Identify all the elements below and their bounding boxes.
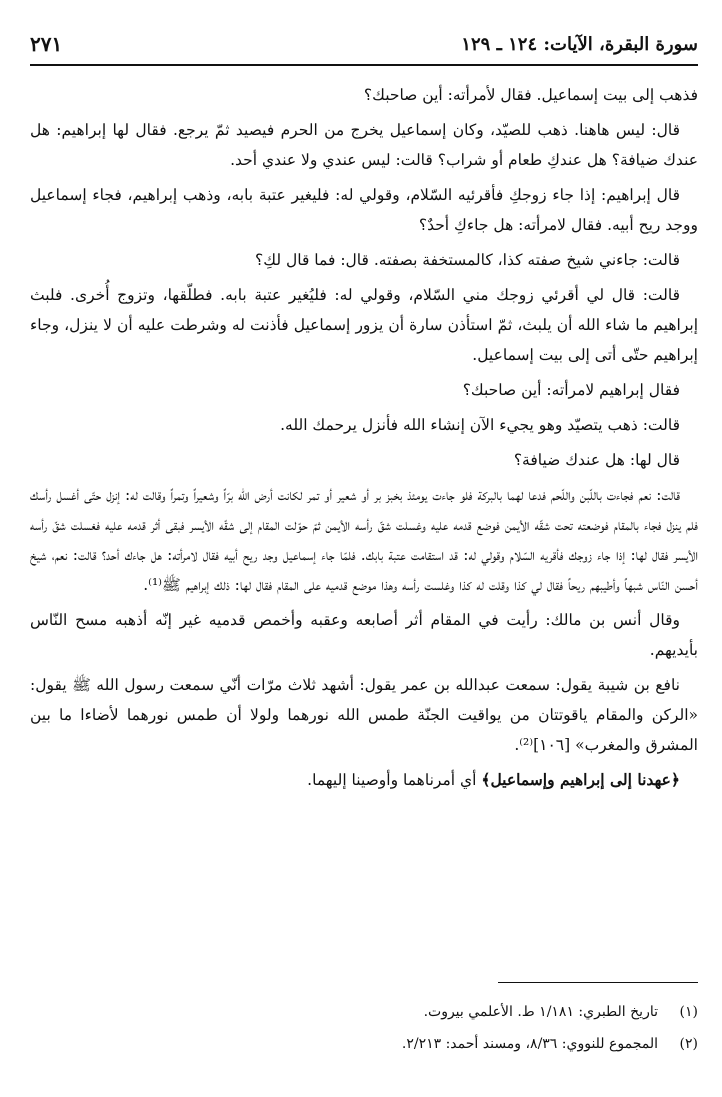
quran-verse: ﴿عهدنا إلى إبراهيم وإسماعيل﴾: [481, 770, 680, 789]
page-header: [30, 30, 698, 66]
footnote: [30, 1033, 698, 1055]
book-page: [30, 0, 698, 1097]
footnote-rule: [498, 982, 698, 983]
paragraph: وقال أنس بن مالك: رأيت في المقام أثر أصابعه وعقبه وأخمص قدميه غير إنّه أذهبه مسح النّاس بأيديهم.: [30, 611, 698, 659]
footnote-text: تاريخ الطبري: ١/١٨١ ط. الأعلمي بيروت.: [423, 1004, 658, 1020]
footnote-number: (١): [679, 1004, 698, 1020]
footnote: [30, 1001, 698, 1023]
paragraph: قال إبراهيم: إذا جاء زوجكِ فأقرئيه السّلام، وقولي له: فليغير عتبة بابه، وذهب إبراهيم، فجاء إسماعيل ووجد ريح أبيه. فقال لامرأته: هل جاءكِ أحدٌ؟: [30, 186, 698, 234]
paragraph: قالت: نعم فجاءت باللّبن واللّحم فدعا لهما بالبركة فلو جاءت يومئذ بخبز بر أو شعير أو تمر لكانت أرض الله برّاً وشعيراً وتمراً وقالت له: إنزل حتّى أغسل رأسك فلم ينزل فجاء بالمقام فوضعته تحت شقّه الأيمن فوضع قدمه عليه وغسلت شقّ رأسه الأيمن ثمّ حوّلت المقام إلى شقّه الأيسر فبقى أثر قدمه عليه فغسلت شقّ رأسه الأيسر فقال لها: إذا جاء زوجك فأقريه السّلام وقولي له: قد استقامت عتبة بابك. فلمّا جاء إسماعيل وجد ريح أبيه فقال لامرأته: هل جاءك أحد؟ قالت: نعم، شيخ أحسن النّاس شبهاً وأطيبهم ريحاً فقال لي كذا وقلت له كذا وغلست رأسه وهذا موضع قدميه على المقام فقال لها: ذلك إبراهيم ﷺ⁽¹⁾.: [30, 486, 698, 594]
paragraph: فقال إبراهيم لامرأته: أين صاحبك؟: [462, 381, 680, 399]
paragraph: نافع بن شيبة يقول: سمعت عبدالله بن عمر يقول: أشهد ثلاث مرّات أنّي سمعت رسول الله ﷺ يقول: «الركن والمقام ياقوتتان من يواقيت الجنّة طمس الله نورهما ولولا أن طمس نورهما لأضاءا ما بين المشرق والمغرب» [١٠٦]⁽²⁾.: [30, 676, 698, 754]
footnotes: [30, 982, 698, 1065]
quran-verse-line: [30, 765, 698, 795]
paragraph: قال لها: هل عندك ضيافة؟: [513, 451, 680, 469]
page-number: ٢٧١: [30, 32, 63, 56]
paragraph: قال: ليس هاهنا. ذهب للصيّد، وكان إسماعيل يخرج من الحرم فيصيد ثمّ يرجع. فقال لها إبراهيم: هل عندك ضيافة؟ هل عندكِ طعام أو شراب؟ قالت: ليس عندي ولا عندي أحد.: [30, 121, 698, 169]
running-title: سورة البقرة، الآيات: ١٢٤ ـ ١٢٩: [461, 34, 698, 55]
paragraph: قالت: جاءني شيخ صفته كذا، كالمستخفة بصفته. قال: فما قال لكِ؟: [255, 251, 680, 269]
footnote-text: المجموع للنووي: ٨/٣٦، ومسند أحمد: ٢/٢١٣.: [401, 1036, 658, 1052]
verse-explanation: أي أمرناهما وأوصينا إليهما.: [307, 771, 482, 789]
paragraph: قالت: قال لي أقرئي زوجك مني السّلام، وقولي له: فليُغير عتبة بابه. فطلّقها، وتزوج أُخرى. فلبث إبراهيم ما شاء الله أن يلبث، ثمّ استأذن سارة أن يزور إسماعيل فأذنت له وشرطت عليه أن لا ينزل، وجاء إبراهيم حتّى أتى إلى بيت إسماعيل.: [30, 286, 698, 364]
paragraph: قالت: ذهب يتصيّد وهو يجيء الآن إنشاء الله فأنزل يرحمك الله.: [280, 416, 680, 434]
footnote-number: (٢): [679, 1036, 698, 1052]
paragraph: فذهب إلى بيت إسماعيل. فقال لأمرأته: أين صاحبك؟: [363, 86, 698, 104]
page-body: [30, 80, 698, 800]
